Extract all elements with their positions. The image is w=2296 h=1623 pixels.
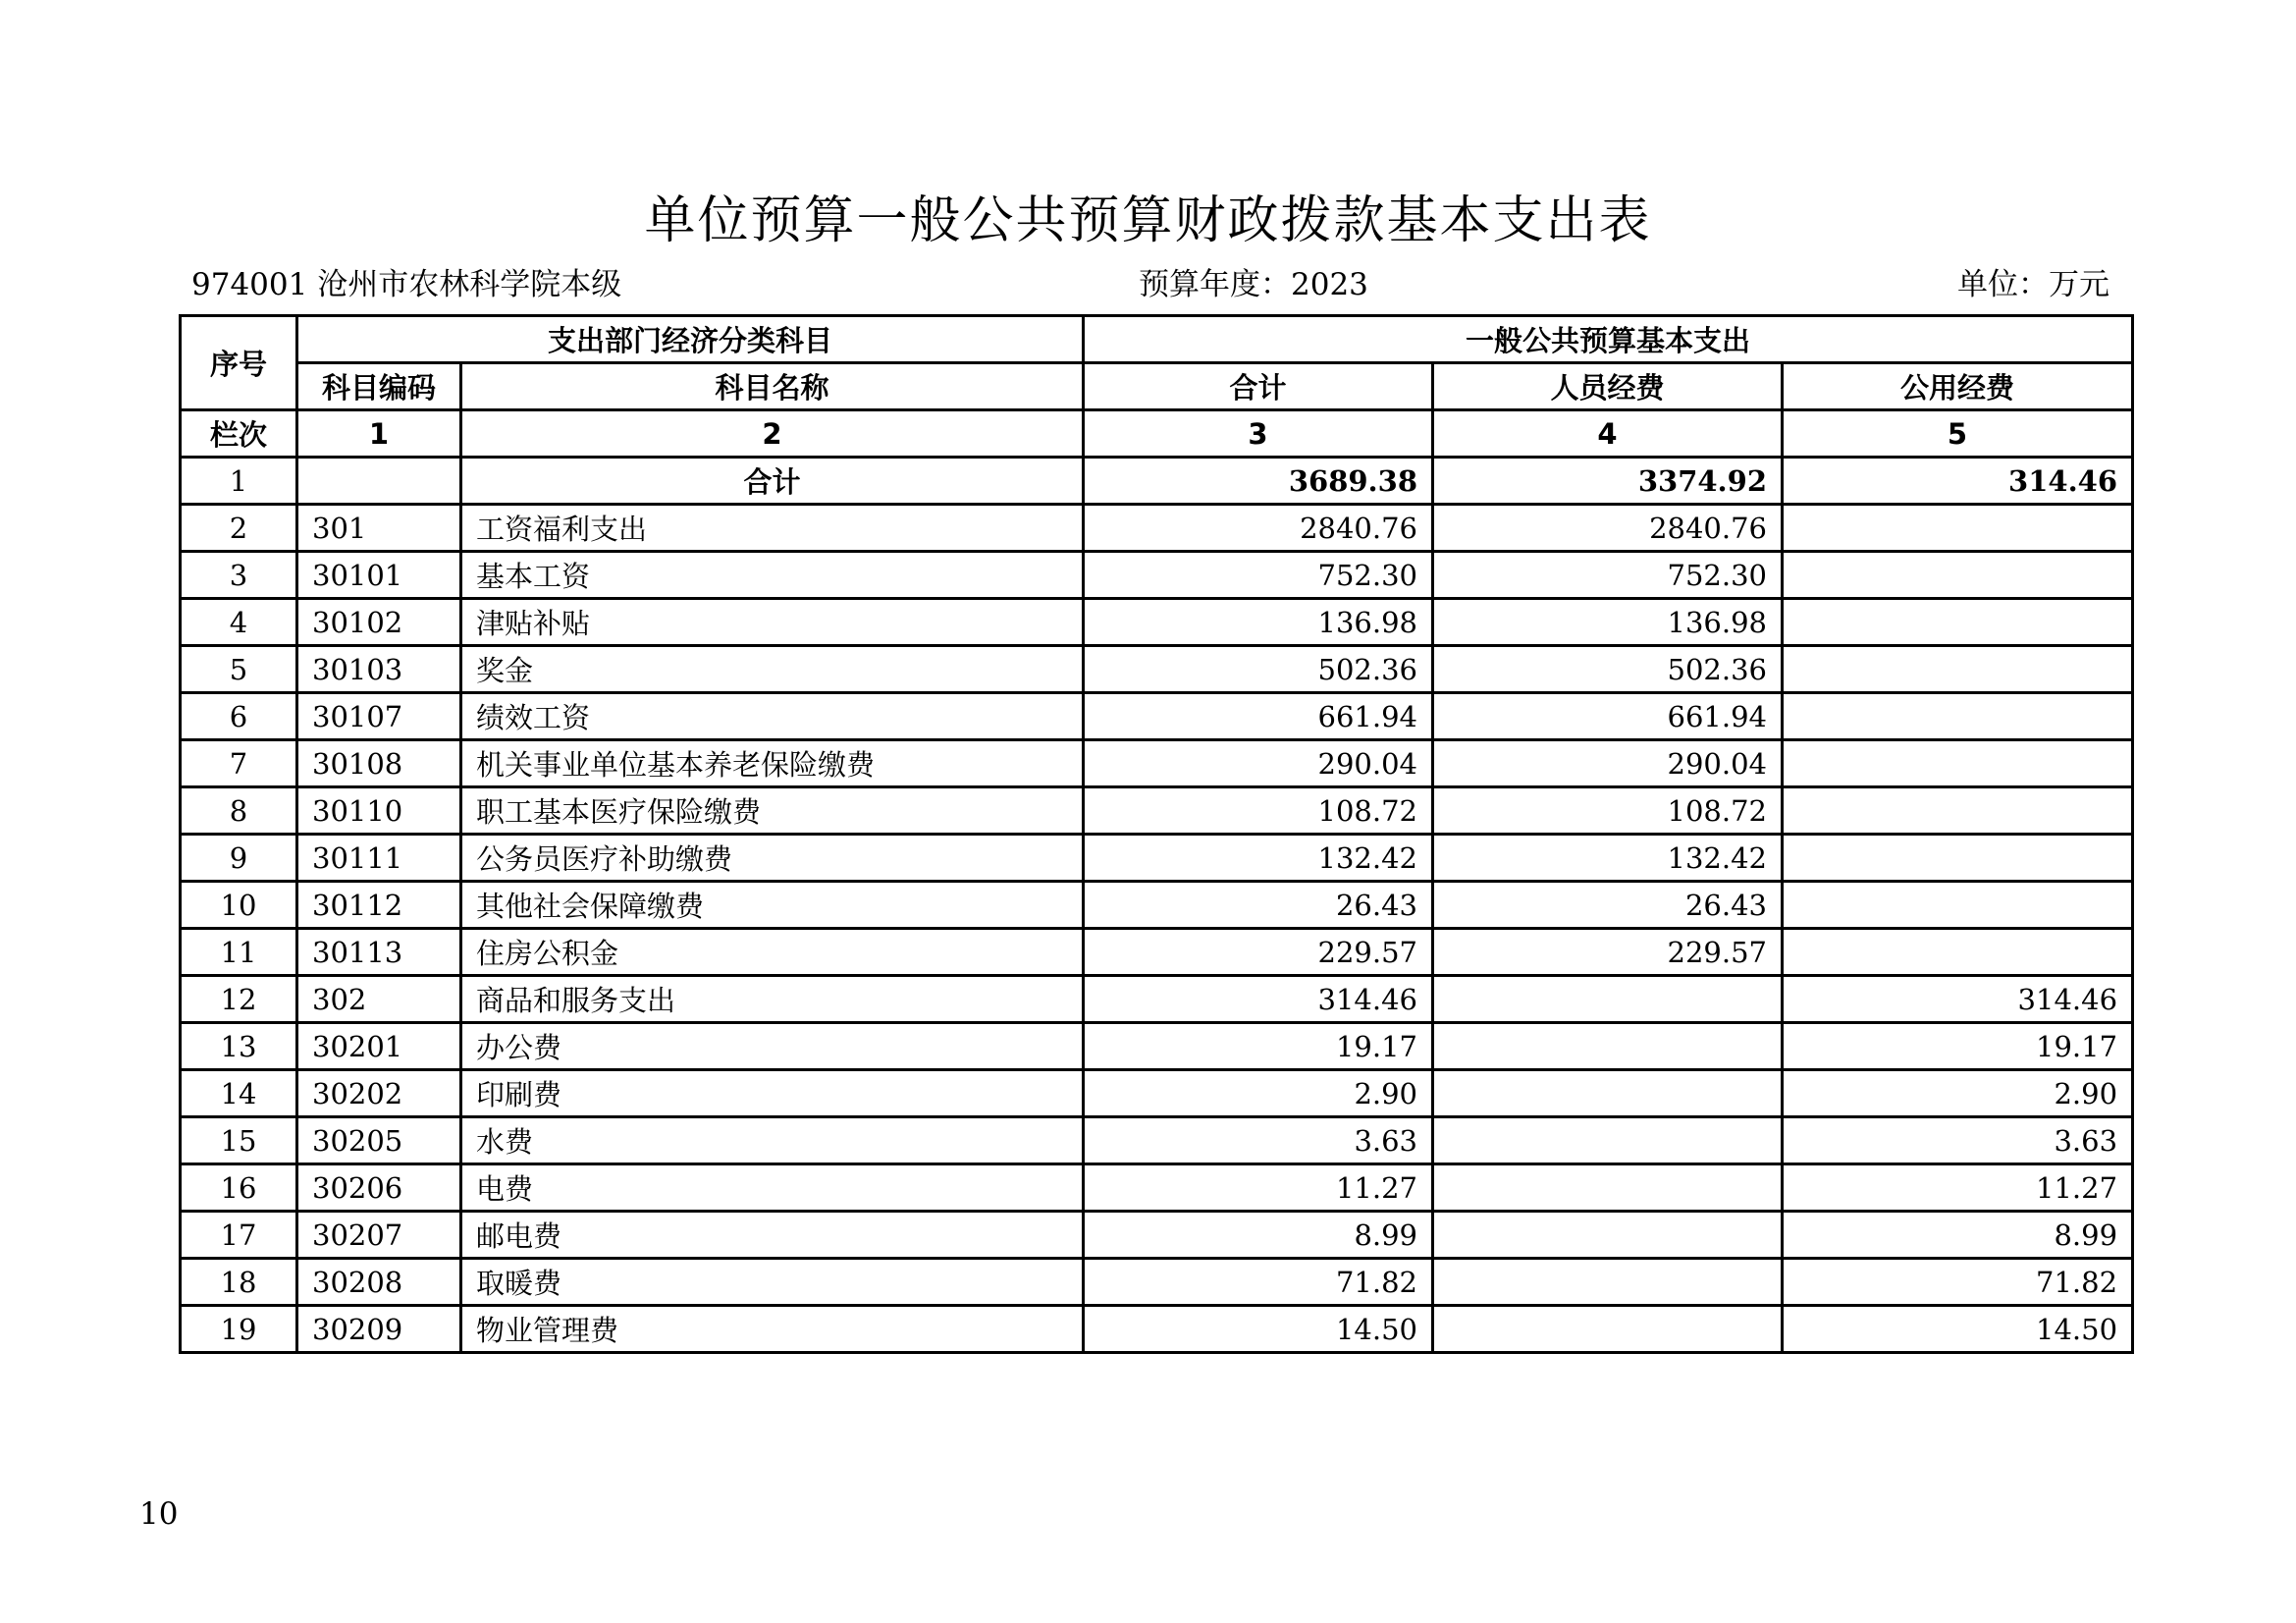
table-row xyxy=(181,740,2133,787)
total-cell: 108.72 xyxy=(1084,787,1433,835)
name-cell: 水费 xyxy=(461,1117,1084,1164)
table-row xyxy=(181,693,2133,740)
header-public: 公用经费 xyxy=(1783,363,2133,410)
seq-cell: 11 xyxy=(181,929,297,976)
seq-cell: 17 xyxy=(181,1212,297,1259)
code-cell: 30108 xyxy=(297,740,461,787)
table-row xyxy=(181,1212,2133,1259)
total-cell: 26.43 xyxy=(1084,882,1433,929)
name-cell: 其他社会保障缴费 xyxy=(461,882,1084,929)
personnel-cell: 2840.76 xyxy=(1433,505,1783,552)
column-index-cell: 1 xyxy=(297,410,461,458)
column-index-cell: 4 xyxy=(1433,410,1783,458)
name-cell: 电费 xyxy=(461,1164,1084,1212)
total-cell: 132.42 xyxy=(1084,835,1433,882)
personnel-cell xyxy=(1433,1212,1783,1259)
table-row xyxy=(181,1117,2133,1164)
column-index-cell: 2 xyxy=(461,410,1084,458)
currency-unit: 单位：万元 xyxy=(1957,267,2109,302)
public-cell xyxy=(1783,882,2133,929)
personnel-cell: 108.72 xyxy=(1433,787,1783,835)
seq-cell: 13 xyxy=(181,1023,297,1070)
total-cell: 8.99 xyxy=(1084,1212,1433,1259)
public-cell xyxy=(1783,646,2133,693)
seq-cell: 19 xyxy=(181,1306,297,1353)
name-cell: 合计 xyxy=(461,458,1084,505)
code-cell: 30107 xyxy=(297,693,461,740)
header-code: 科目编码 xyxy=(297,363,461,410)
seq-cell: 10 xyxy=(181,882,297,929)
personnel-cell xyxy=(1433,1117,1783,1164)
header-row-2 xyxy=(181,363,2133,410)
total-cell: 3689.38 xyxy=(1084,458,1433,505)
total-cell: 314.46 xyxy=(1084,976,1433,1023)
seq-cell: 8 xyxy=(181,787,297,835)
personnel-cell: 752.30 xyxy=(1433,552,1783,599)
public-cell xyxy=(1783,552,2133,599)
total-cell: 2.90 xyxy=(1084,1070,1433,1117)
table-row xyxy=(181,835,2133,882)
personnel-cell: 661.94 xyxy=(1433,693,1783,740)
public-cell: 11.27 xyxy=(1783,1164,2133,1212)
table-row xyxy=(181,1164,2133,1212)
code-cell xyxy=(297,458,461,505)
table-row xyxy=(181,976,2133,1023)
personnel-cell xyxy=(1433,1023,1783,1070)
code-cell: 30103 xyxy=(297,646,461,693)
public-cell xyxy=(1783,787,2133,835)
code-cell: 30207 xyxy=(297,1212,461,1259)
public-cell xyxy=(1783,599,2133,646)
seq-cell: 7 xyxy=(181,740,297,787)
seq-cell: 1 xyxy=(181,458,297,505)
total-cell: 229.57 xyxy=(1084,929,1433,976)
public-cell: 71.82 xyxy=(1783,1259,2133,1306)
table-row xyxy=(181,1259,2133,1306)
public-cell xyxy=(1783,505,2133,552)
code-cell: 30209 xyxy=(297,1306,461,1353)
total-cell: 752.30 xyxy=(1084,552,1433,599)
column-index-cell: 5 xyxy=(1783,410,2133,458)
table-body xyxy=(181,316,2133,1353)
seq-cell: 3 xyxy=(181,552,297,599)
total-cell: 2840.76 xyxy=(1084,505,1433,552)
column-index-row xyxy=(181,410,2133,458)
seq-cell: 14 xyxy=(181,1070,297,1117)
code-cell: 30202 xyxy=(297,1070,461,1117)
total-cell: 136.98 xyxy=(1084,599,1433,646)
total-cell: 14.50 xyxy=(1084,1306,1433,1353)
code-cell: 302 xyxy=(297,976,461,1023)
table-row xyxy=(181,787,2133,835)
seq-cell: 16 xyxy=(181,1164,297,1212)
personnel-cell: 132.42 xyxy=(1433,835,1783,882)
header-row-1 xyxy=(181,316,2133,363)
name-cell: 职工基本医疗保险缴费 xyxy=(461,787,1084,835)
table-row xyxy=(181,1070,2133,1117)
total-cell: 3.63 xyxy=(1084,1117,1433,1164)
code-cell: 30102 xyxy=(297,599,461,646)
personnel-cell: 290.04 xyxy=(1433,740,1783,787)
table-row xyxy=(181,552,2133,599)
total-cell: 502.36 xyxy=(1084,646,1433,693)
name-cell: 住房公积金 xyxy=(461,929,1084,976)
seq-cell: 5 xyxy=(181,646,297,693)
total-row xyxy=(181,458,2133,505)
table-row xyxy=(181,646,2133,693)
code-cell: 30110 xyxy=(297,787,461,835)
public-cell: 8.99 xyxy=(1783,1212,2133,1259)
public-cell xyxy=(1783,929,2133,976)
page-title: 单位预算一般公共预算财政拨款基本支出表 xyxy=(644,191,1652,250)
seq-cell: 15 xyxy=(181,1117,297,1164)
public-cell: 314.46 xyxy=(1783,976,2133,1023)
name-cell: 绩效工资 xyxy=(461,693,1084,740)
header-dept-category: 支出部门经济分类科目 xyxy=(297,316,1084,363)
seq-cell: 18 xyxy=(181,1259,297,1306)
page-number: 10 xyxy=(139,1496,179,1532)
table-row xyxy=(181,599,2133,646)
column-index-cell: 3 xyxy=(1084,410,1433,458)
header-name: 科目名称 xyxy=(461,363,1084,410)
seq-cell: 4 xyxy=(181,599,297,646)
table-row xyxy=(181,882,2133,929)
personnel-cell: 26.43 xyxy=(1433,882,1783,929)
name-cell: 工资福利支出 xyxy=(461,505,1084,552)
personnel-cell: 229.57 xyxy=(1433,929,1783,976)
code-cell: 30111 xyxy=(297,835,461,882)
code-cell: 30208 xyxy=(297,1259,461,1306)
personnel-cell xyxy=(1433,1259,1783,1306)
code-cell: 30101 xyxy=(297,552,461,599)
name-cell: 基本工资 xyxy=(461,552,1084,599)
budget-table xyxy=(179,314,2134,1354)
public-cell: 19.17 xyxy=(1783,1023,2133,1070)
personnel-cell xyxy=(1433,1070,1783,1117)
seq-cell: 9 xyxy=(181,835,297,882)
total-cell: 71.82 xyxy=(1084,1259,1433,1306)
seq-cell: 12 xyxy=(181,976,297,1023)
table-row xyxy=(181,929,2133,976)
personnel-cell: 136.98 xyxy=(1433,599,1783,646)
public-cell xyxy=(1783,835,2133,882)
public-cell: 14.50 xyxy=(1783,1306,2133,1353)
unit-name: 974001 沧州市农林科学院本级 xyxy=(191,267,622,302)
public-cell xyxy=(1783,740,2133,787)
budget-year: 预算年度：2023 xyxy=(1139,267,1368,302)
name-cell: 取暖费 xyxy=(461,1259,1084,1306)
header-general-budget: 一般公共预算基本支出 xyxy=(1084,316,2133,363)
personnel-cell xyxy=(1433,1306,1783,1353)
personnel-cell: 502.36 xyxy=(1433,646,1783,693)
total-cell: 661.94 xyxy=(1084,693,1433,740)
code-cell: 30206 xyxy=(297,1164,461,1212)
total-cell: 11.27 xyxy=(1084,1164,1433,1212)
name-cell: 津贴补贴 xyxy=(461,599,1084,646)
table-row xyxy=(181,1306,2133,1353)
public-cell: 314.46 xyxy=(1783,458,2133,505)
name-cell: 商品和服务支出 xyxy=(461,976,1084,1023)
seq-cell: 6 xyxy=(181,693,297,740)
name-cell: 机关事业单位基本养老保险缴费 xyxy=(461,740,1084,787)
name-cell: 印刷费 xyxy=(461,1070,1084,1117)
header-personnel: 人员经费 xyxy=(1433,363,1783,410)
seq-cell: 2 xyxy=(181,505,297,552)
header-total: 合计 xyxy=(1084,363,1433,410)
public-cell xyxy=(1783,693,2133,740)
code-cell: 30201 xyxy=(297,1023,461,1070)
name-cell: 办公费 xyxy=(461,1023,1084,1070)
code-cell: 30112 xyxy=(297,882,461,929)
name-cell: 公务员医疗补助缴费 xyxy=(461,835,1084,882)
personnel-cell xyxy=(1433,1164,1783,1212)
name-cell: 物业管理费 xyxy=(461,1306,1084,1353)
name-cell: 奖金 xyxy=(461,646,1084,693)
table-row xyxy=(181,505,2133,552)
personnel-cell: 3374.92 xyxy=(1433,458,1783,505)
public-cell: 3.63 xyxy=(1783,1117,2133,1164)
public-cell: 2.90 xyxy=(1783,1070,2133,1117)
name-cell: 邮电费 xyxy=(461,1212,1084,1259)
column-index-label: 栏次 xyxy=(181,410,297,458)
code-cell: 30205 xyxy=(297,1117,461,1164)
code-cell: 30113 xyxy=(297,929,461,976)
code-cell: 301 xyxy=(297,505,461,552)
table-row xyxy=(181,1023,2133,1070)
header-seq: 序号 xyxy=(181,316,297,410)
total-cell: 290.04 xyxy=(1084,740,1433,787)
total-cell: 19.17 xyxy=(1084,1023,1433,1070)
personnel-cell xyxy=(1433,976,1783,1023)
